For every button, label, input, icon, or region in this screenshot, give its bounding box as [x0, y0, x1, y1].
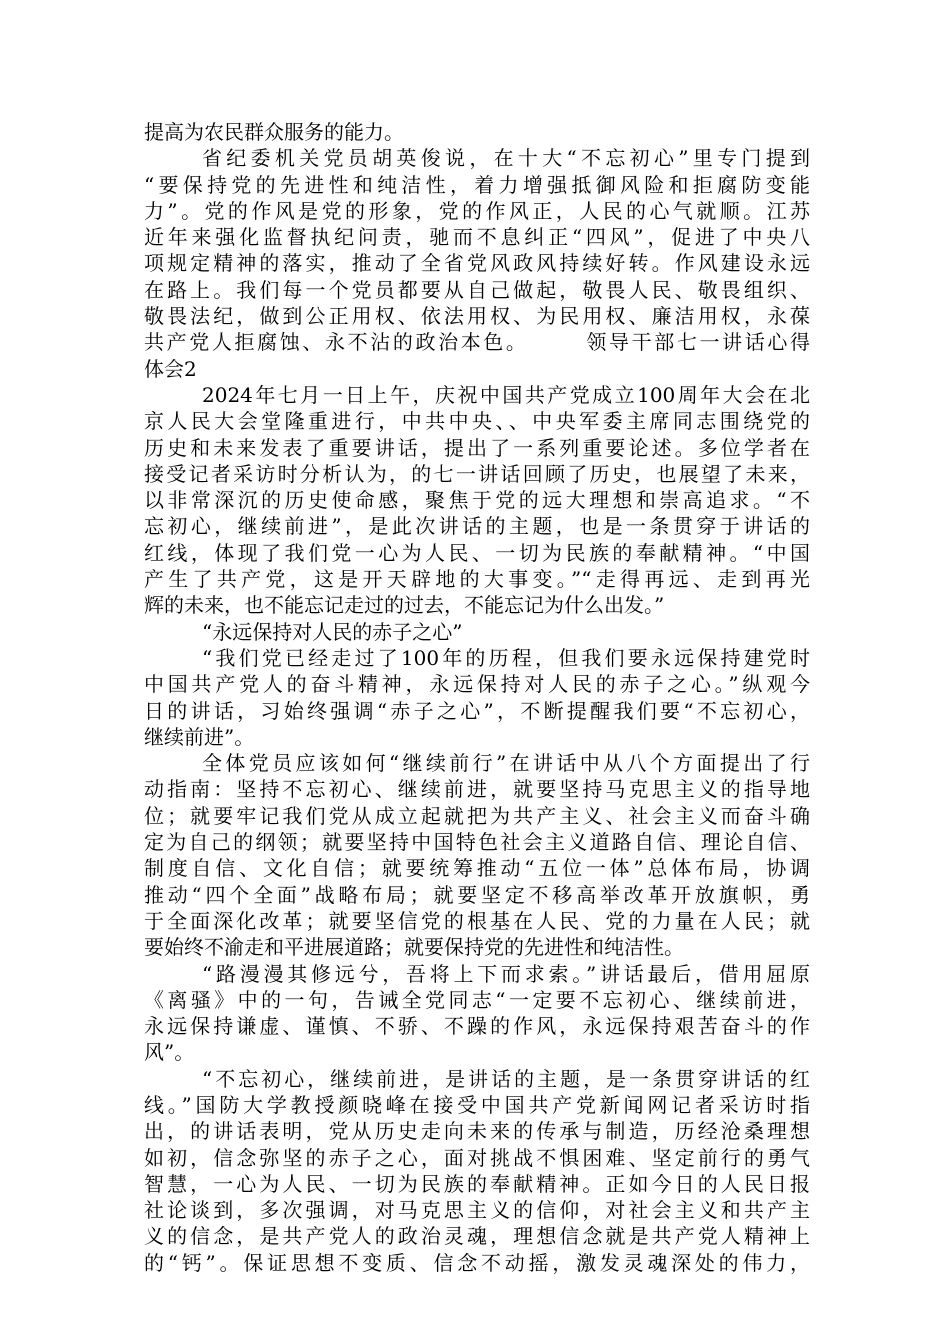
text-line: 如初，信念弥坚的赤子之心，面对挑战不惧困难、坚定前行的勇气	[144, 1145, 810, 1170]
text-line: 制度自信、文化自信；就要统筹推动“五位一体”总体布局，协调	[144, 856, 810, 881]
text-line: 中国共产党人的奋斗精神，永远保持对人民的赤子之心。”纵观今	[144, 672, 810, 697]
text-line: 位；就要牢记我们党从成立起就把为共产主义、社会主义而奋斗确	[144, 803, 810, 828]
text-line: 接受记者采访时分析认为，的七一讲话回顾了历史，也展望了未来，	[144, 461, 810, 486]
text-line: “我们党已经走过了100年的历程，但我们要永远保持建党时	[202, 645, 810, 670]
text-line: 忘初心，继续前进”，是此次讲话的主题，也是一条贯穿于讲话的	[144, 514, 810, 539]
text-line: 线。”国防大学教授颜晓峰在接受中国共产党新闻网记者采访时指	[144, 1092, 810, 1117]
text-line: 的“钙”。保证思想不变质、信念不动摇，激发灵魂深处的伟力，	[144, 1250, 810, 1275]
text-line: 永远保持谦虚、谨慎、不骄、不躁的作风，永远保持艰苦奋斗的作	[144, 1014, 810, 1039]
text-line: 近年来强化监督执纪问责，驰而不息纠正“四风”，促进了中央八	[144, 225, 810, 250]
text-line: 体会2	[144, 356, 197, 381]
text-line: 出，的讲话表明，党从历史走向未来的传承与制造，历经沧桑理想	[144, 1119, 810, 1144]
text-line: 辉的未来，也不能忘记走过的过去，不能忘记为什么出发。”	[144, 593, 665, 618]
text-line: 全体党员应该如何“继续前行”在讲话中从八个方面提出了行	[202, 751, 810, 776]
text-line: “要保持党的先进性和纯洁性，着力增强抵御风险和拒腐防变能	[144, 172, 810, 197]
text-line: 定为自己的纲领；就要坚持中国特色社会主义道路自信、理论自信、	[144, 830, 810, 855]
text-line: 《离骚》中的一句，告诫全党同志“一定要不忘初心、继续前进，	[144, 987, 810, 1012]
text-line: 敬畏法纪，做到公正用权、依法用权、为民用权、廉洁用权，永葆	[144, 304, 810, 329]
text-line: 力”。党的作风是党的形象，党的作风正，人民的心气就顺。江苏	[144, 198, 810, 223]
text-line: 项规定精神的落实，推动了全省党风政风持续好转。作风建设永远	[144, 251, 810, 276]
text-line: 2024年七月一日上午，庆祝中国共产党成立100周年大会在北	[202, 382, 810, 407]
text-line: 红线，体现了我们党一心为人民、一切为民族的奉献精神。“中国	[144, 540, 810, 565]
text-line: 提高为农民群众服务的能力。	[144, 120, 404, 144]
text-line: 日的讲话，习始终强调“赤子之心”，不断提醒我们要“不忘初心，	[144, 698, 810, 723]
text-line: 共产党人拒腐蚀、永不沾的政治本色。 领导干部七一讲话心得	[144, 330, 810, 355]
text-line: 社论谈到，多次强调，对马克思主义的信仰，对社会主义和共产主	[144, 1198, 810, 1223]
document-page	[144, 119, 810, 1276]
text-line: 要始终不渝走和平进展道路；就要保持党的先进性和纯洁性。	[144, 935, 684, 960]
text-line: 风”。	[144, 1040, 195, 1065]
text-line: 省纪委机关党员胡英俊说，在十大“不忘初心”里专门提到	[202, 146, 810, 171]
text-line: 继续前进”。	[144, 724, 255, 749]
text-line: 以非常深沉的历史使命感，聚焦于党的远大理想和崇高追求。“不	[144, 488, 810, 513]
text-line: 义的信念，是共产党人的政治灵魂，理想信念就是共产党人精神上	[144, 1224, 810, 1249]
text-line: 动指南：坚持不忘初心、继续前进，就要坚持马克思主义的指导地	[144, 777, 810, 802]
text-line: “路漫漫其修远兮，吾将上下而求索。”讲话最后，借用屈原	[202, 961, 810, 986]
text-line: 历史和未来发表了重要讲话，提出了一系列重要论述。多位学者在	[144, 435, 810, 460]
text-line: 产生了共产党，这是开天辟地的大事变。”“走得再远、走到再光	[144, 567, 810, 592]
text-line: “不忘初心，继续前进，是讲话的主题，是一条贯穿讲话的红	[202, 1066, 810, 1091]
text-line: 在路上。我们每一个党员都要从自己做起，敬畏人民、敬畏组织、	[144, 277, 810, 302]
text-line: 智慧，一心为人民、一切为民族的奉献精神。正如今日的人民日报	[144, 1171, 810, 1196]
text-line: 于全面深化改革；就要坚信党的根基在人民、党的力量在人民；就	[144, 908, 810, 933]
text-line: “永远保持对人民的赤子之心”	[202, 619, 463, 644]
text-line: 推动“四个全面”战略布局；就要坚定不移高举改革开放旗帜，勇	[144, 882, 810, 907]
text-line: 京人民大会堂隆重进行，中共中央、、中央军委主席同志围绕党的	[144, 409, 810, 434]
